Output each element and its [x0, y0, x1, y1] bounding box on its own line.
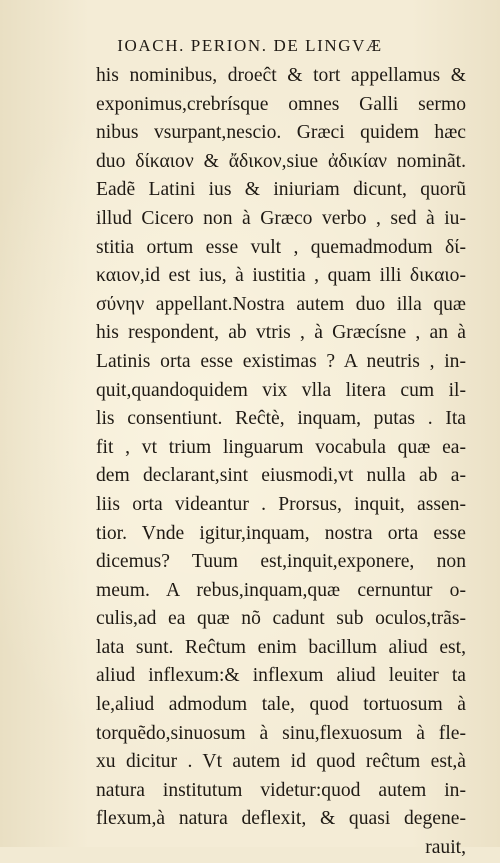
text-line: illud Cicero non à Græco verbo , sed à iu- [96, 207, 466, 229]
catchword: rauit, [425, 837, 466, 859]
text-line: καιον,id est ius, à iustitia , quam illi δικαιο- [96, 265, 466, 287]
text-line: natura institutum videtur:quod autem in- [96, 779, 466, 801]
text-line: nibus vsurpant,nescio. Græci quidem hæc [96, 122, 466, 144]
text-line: exponimus,crebrísque omnes Galli sermo [96, 93, 466, 115]
text-line: Latinis orta esse existimas ? A neutris , in- [96, 350, 466, 372]
text-line: stitia ortum esse vult , quemadmodum δί- [96, 236, 466, 258]
text-line: fit , vt trium linguarum vocabula quæ ea- [96, 436, 466, 458]
text-line: aliud inflexum:& inflexum aliud leuiter ta [96, 665, 466, 687]
running-head: IOACH. PERION. DE LINGVÆ [117, 36, 383, 55]
text-line: flexum,à natura deflexit, & quasi degene- [96, 808, 466, 830]
text-line: his respondent, ab vtris , à Græcísne , an à [96, 322, 466, 344]
text-line: meum. A rebus,inquam,quæ cernuntur o- [96, 579, 466, 601]
text-line: dicemus? Tuum est,inquit,exponere, non [96, 551, 466, 573]
text-line: lata sunt. Reĉtum enim bacillum aliud est, [96, 636, 466, 658]
text-line: tior. Vnde igitur,inquam, nostra orta esse [96, 522, 466, 544]
text-line: le,aliud admodum tale, quod tortuosum à [96, 694, 466, 716]
text-line: quit,quandoquidem vix vlla litera cum il- [96, 379, 466, 401]
text-line: lis consentiunt. Reĉtè, inquam, putas . Ita [96, 408, 466, 430]
text-line: torquẽdo,sinuosum à sinu,flexuosum à fle- [96, 722, 466, 744]
text-line: dem declarant,sint eiusmodi,vt nulla ab a- [96, 465, 466, 487]
body-text [96, 62, 466, 863]
text-line: σύνην appellant.Nostra autem duo illa quæ [96, 293, 466, 315]
text-line: culis,ad ea quæ nõ cadunt sub oculos,trãs- [96, 608, 466, 630]
text-line: liis orta videantur . Prorsus, inquit, assen- [96, 493, 466, 515]
text-line: his nominibus, droeĉt & tort appellamus & [96, 65, 466, 86]
text-line: duo δίκαιον & ἄδικον,siue ἀδικίαν nominãt. [96, 150, 466, 172]
text-line: xu dicitur . Vt autem id quod reĉtum est,à [96, 751, 466, 773]
text-line: Eadẽ Latini ius & iniuriam dicunt, quorũ [96, 179, 466, 201]
